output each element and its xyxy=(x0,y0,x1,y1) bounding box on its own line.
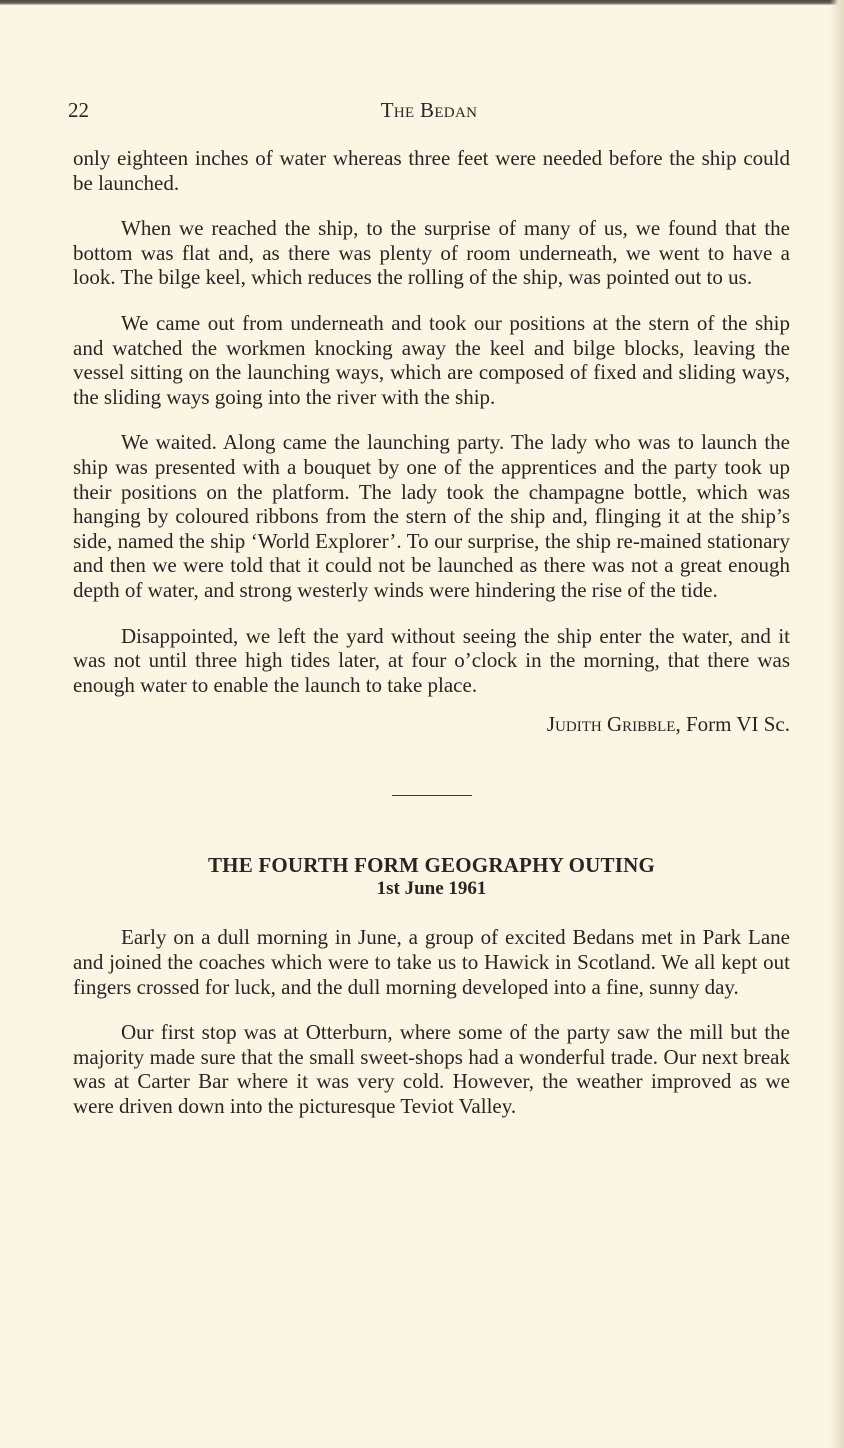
paragraph: only eighteen inches of water whereas three feet were needed before the ship could be launched. xyxy=(73,146,790,195)
page-top-edge xyxy=(0,0,844,5)
article-date: 1st June 1961 xyxy=(376,878,487,900)
paragraph: We waited. Along came the launching party. The lady who was to launch the ship was presented with a bouquet by one of the apprentices and the party took up their positions on the platform. The lady took the champagne bottle, which was hanging by coloured ribbons from the stern of the ship and, flinging it at the ship’s side, named the ship ‘World Explorer’. To our surprise, the ship re-mained stationary and then we were told that it could not be launched as there was not a great enough depth of water, and strong westerly winds were hindering the rise of the tide. xyxy=(73,430,790,602)
paragraph: When we reached the ship, to the surprise of many of us, we found that the bottom was flat and, as there was plenty of room underneath, we went to have a look. The bilge keel, which reduces the rolling of the ship, was pointed out to us. xyxy=(73,216,790,290)
article-title: THE FOURTH FORM GEOGRAPHY OUTING xyxy=(207,853,656,878)
article-geography-outing xyxy=(73,853,790,1118)
author-form: Form VI Sc. xyxy=(680,712,790,737)
paragraph: Disappointed, we left the yard without seeing the ship enter the water, and it was not until three high tides later, at four o’clock in the morning, that there was enough water to enable the launch to take place. xyxy=(73,623,790,697)
page-content xyxy=(73,146,790,1119)
page-header xyxy=(68,98,790,128)
page-right-edge-shadow xyxy=(830,0,844,1448)
author-name: Judith Gribble, xyxy=(546,712,681,737)
paragraph: Our first stop was at Otterburn, where some of the party saw the mill but the majority made sure that the small sweet-shops had a wonderful trade. Our next break was at Carter Bar where it was very cold. However, the weather improved as we were driven down into the picturesque Teviot Valley. xyxy=(73,1020,790,1118)
paragraph: Early on a dull morning in June, a group of excited Bedans met in Park Lane and joined the coaches which were to take us to Hawick in Scotland. We all kept out fingers crossed for luck, and the dull morning developed into a fine, sunny day. xyxy=(73,925,790,999)
author-signature xyxy=(73,712,790,737)
running-head: The Bedan xyxy=(380,98,478,122)
page-number: 22 xyxy=(68,98,89,122)
article-ship-launch xyxy=(73,146,790,737)
paragraph: We came out from underneath and took our positions at the stern of the ship and watched the workmen knocking away the keel and bilge blocks, leaving the vessel sitting on the launching ways, which are composed of fixed and sliding ways, the sliding ways going into the river with the ship. xyxy=(73,310,790,409)
